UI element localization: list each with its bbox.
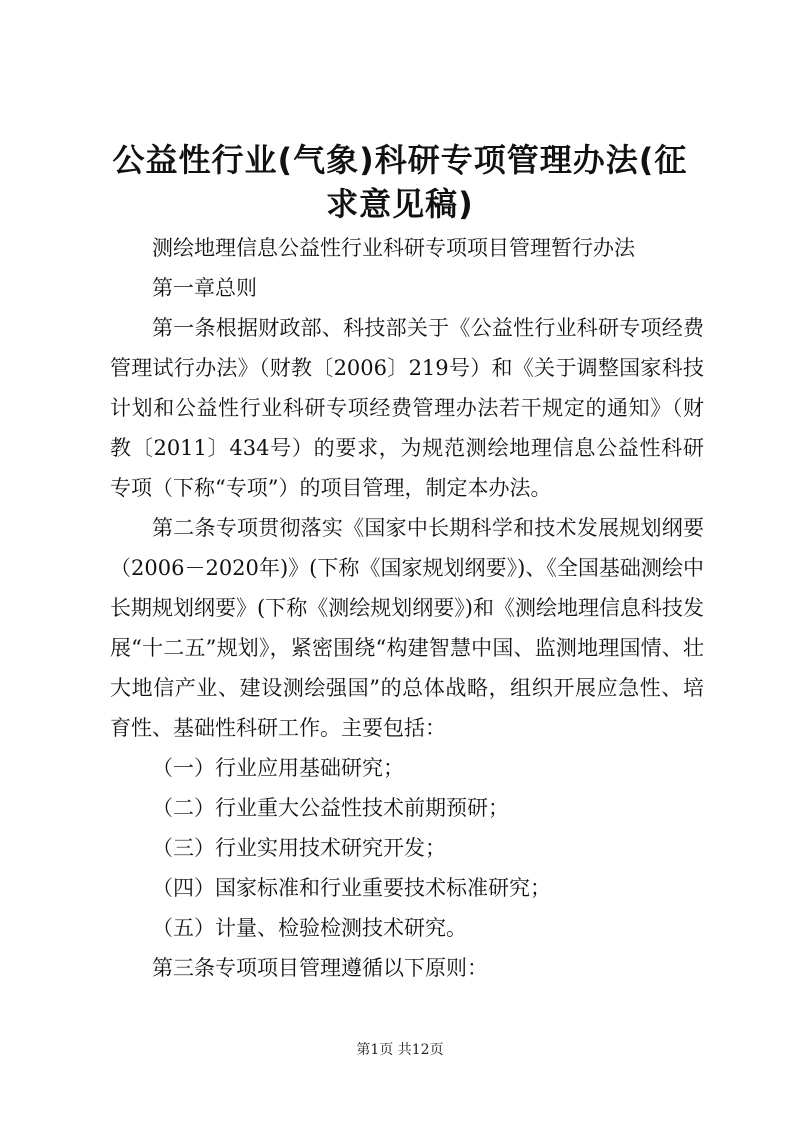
paragraph-article-3: 第三条专项项目管理遵循以下原则： (152, 956, 488, 980)
paragraph-subtitle: 测绘地理信息公益性行业科研专项项目管理暂行办法 (152, 236, 635, 260)
list-item-1: （一）行业应用基础研究； (152, 756, 404, 780)
page-number-footer: 第1页 共12页 (356, 1042, 444, 1058)
list-item-5: （五）计量、检验检测技术研究。 (152, 916, 467, 940)
list-item-2: （二）行业重大公益性技术前期预研； (152, 796, 509, 820)
list-item-3: （三）行业实用技术研究开发； (152, 836, 446, 860)
paragraph-article-2: 第二条专项贯彻落实《国家中长期科学和技术发展规划纲要（2006－2020年)》(下称《国家规划纲要》)、《全国基础测绘中长期规划纲要》(下称《测绘规划纲要》)和《测绘地理信息科技发展“十二五”规划》，紧密围绕“构建智慧中国、监测地理国情、壮大地信产业、建设测绘强国”的总体战略，组织开展应急性、培育性、基础性科研工作。主要包括： (110, 516, 704, 740)
paragraph-chapter-heading: 第一章总则 (152, 276, 257, 300)
list-item-4: （四）国家标准和行业重要技术标准研究； (152, 876, 551, 900)
document-title: 公益性行业(气象)科研专项管理办法(征求意见稿) (112, 141, 688, 223)
document-body (110, 228, 704, 988)
paragraph-article-1: 第一条根据财政部、科技部关于《公益性行业科研专项经费管理试行办法》（财教〔2006〕219号）和《关于调整国家科技计划和公益性行业科研专项经费管理办法若干规定的通知》（财教〔2011〕434号）的要求，为规范测绘地理信息公益性科研专项（下称“专项”）的项目管理，制定本办法。 (110, 316, 704, 500)
